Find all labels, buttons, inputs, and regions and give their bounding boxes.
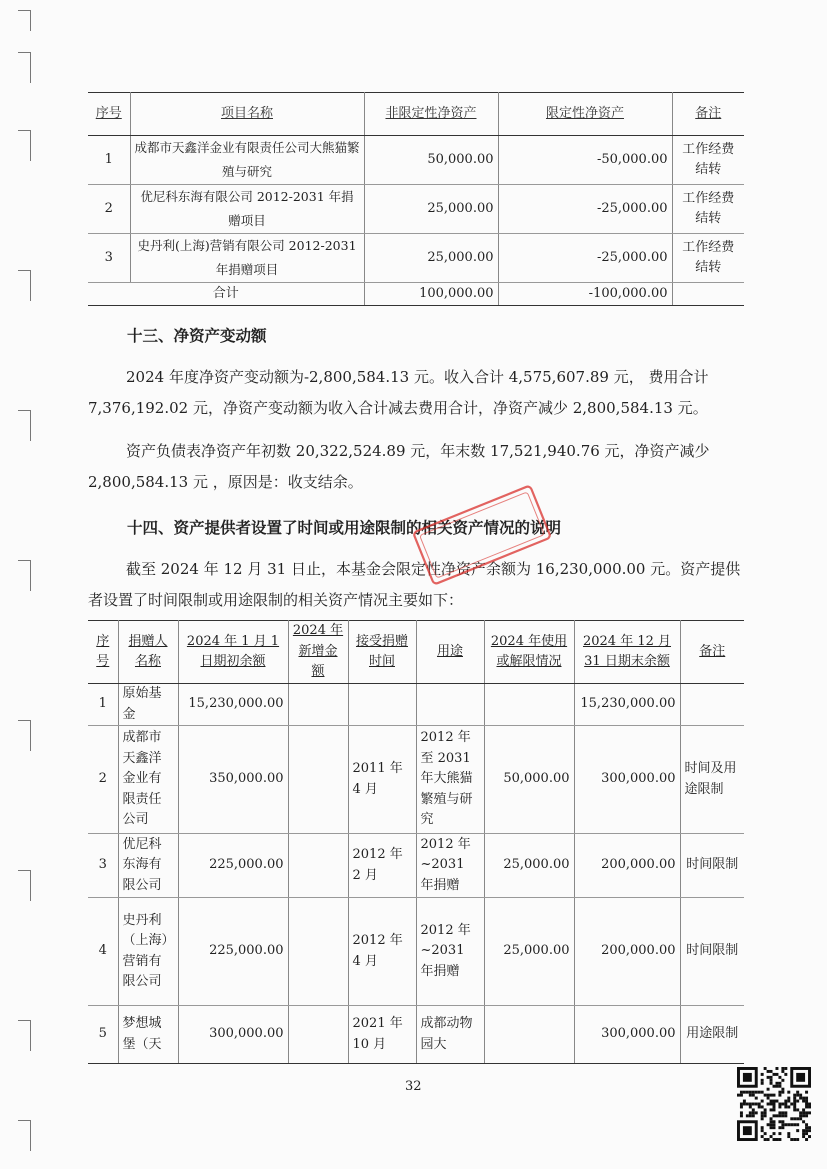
purpose: 2012 年至 2031 年大熊猫繁殖与研究 — [416, 726, 484, 834]
col-unrestricted: 非限定性净资产 — [364, 93, 498, 136]
row-no: 2 — [88, 726, 118, 834]
col-note: 备注 — [672, 93, 744, 136]
col-item-name: 项目名称 — [130, 93, 364, 136]
donor-name: 优尼科东海有限公司 — [118, 834, 178, 898]
row-no: 2 — [88, 185, 130, 234]
table-row — [88, 234, 744, 283]
table-header-row — [88, 621, 744, 684]
row-no: 3 — [88, 234, 130, 283]
added-amount — [288, 1006, 348, 1064]
row-no: 1 — [88, 684, 118, 726]
total-note — [672, 283, 744, 306]
added-amount — [288, 684, 348, 726]
col-opening-balance: 2024 年 1 月 1 日期初余额 — [178, 621, 288, 684]
opening-balance: 15,230,000.00 — [178, 684, 288, 726]
section-13-heading: 十三、净资产变动额 — [127, 327, 267, 345]
note: 时间限制 — [680, 834, 744, 898]
purpose — [416, 684, 484, 726]
closing-balance: 300,000.00 — [574, 1006, 680, 1064]
table-row — [88, 136, 744, 185]
table-row — [88, 684, 744, 726]
note: 时间及用途限制 — [680, 726, 744, 834]
received-time — [348, 684, 416, 726]
added-amount — [288, 834, 348, 898]
item-name: 成都市天鑫洋金业有限责任公司大熊猫繁殖与研究 — [130, 136, 364, 185]
donor-name: 梦想城堡（天 — [118, 1006, 178, 1064]
unrestricted-value: 50,000.00 — [364, 136, 498, 185]
col-added: 2024 年新增金额 — [288, 621, 348, 684]
col-received-time: 接受捐赠时间 — [348, 621, 416, 684]
added-amount — [288, 726, 348, 834]
note: 用途限制 — [680, 1006, 744, 1064]
purpose: 2012 年 ~2031 年捐赠 — [416, 898, 484, 1006]
purpose: 2012 年 ~2031 年捐赠 — [416, 834, 484, 898]
section-14-paragraph: 截至 2024 年 12 月 31 日止，本基金会限定性净资产余额为 16,230,000.00 元。资产提供者设置了时间限制或用途限制的相关资产情况主要如下： — [88, 560, 741, 609]
col-no: 序号 — [88, 621, 118, 684]
table-row — [88, 834, 744, 898]
opening-balance: 225,000.00 — [178, 898, 288, 1006]
closing-balance: 300,000.00 — [574, 726, 680, 834]
note: 工作经费结转 — [672, 234, 744, 283]
received-time: 2012 年 2 月 — [348, 834, 416, 898]
restricted-value: -25,000.00 — [498, 185, 672, 234]
total-restricted: -100,000.00 — [498, 283, 672, 306]
used-amount: 25,000.00 — [484, 834, 574, 898]
received-time: 2011 年 4 月 — [348, 726, 416, 834]
table-row — [88, 898, 744, 1006]
table-total-row — [88, 283, 744, 306]
opening-balance: 350,000.00 — [178, 726, 288, 834]
row-no: 3 — [88, 834, 118, 898]
purpose: 成都动物园大 — [416, 1006, 484, 1064]
col-purpose: 用途 — [416, 621, 484, 684]
net-assets-transfer-table — [88, 92, 744, 306]
total-unrestricted: 100,000.00 — [364, 283, 498, 306]
used-amount: 50,000.00 — [484, 726, 574, 834]
row-no: 1 — [88, 136, 130, 185]
note: 工作经费结转 — [672, 185, 744, 234]
col-note: 备注 — [680, 621, 744, 684]
col-no: 序号 — [88, 93, 130, 136]
used-amount: 25,000.00 — [484, 898, 574, 1006]
used-amount — [484, 1006, 574, 1064]
closing-balance: 200,000.00 — [574, 834, 680, 898]
col-closing-balance: 2024 年 12 月 31 日期末余额 — [574, 621, 680, 684]
donor-name: 史丹利（上海）营销有限公司 — [118, 898, 178, 1006]
opening-balance: 300,000.00 — [178, 1006, 288, 1064]
note: 工作经费结转 — [672, 136, 744, 185]
qr-code-icon — [737, 1067, 811, 1141]
used-amount — [484, 684, 574, 726]
binding-marks — [18, 0, 34, 1169]
section-13-paragraph-2: 资产负债表净资产年初数 20,322,524.89 元，年末数 17,521,940.76 元，净资产减少 2,800,584.13 元 ，原因是：收支结余。 — [88, 442, 710, 491]
col-donor: 捐赠人名称 — [118, 621, 178, 684]
restricted-value: -25,000.00 — [498, 234, 672, 283]
table-row — [88, 185, 744, 234]
note: 时间限制 — [680, 898, 744, 1006]
row-no: 5 — [88, 1006, 118, 1064]
col-restricted: 限定性净资产 — [498, 93, 672, 136]
closing-balance: 200,000.00 — [574, 898, 680, 1006]
table-row — [88, 726, 744, 834]
item-name: 优尼科东海有限公司 2012-2031 年捐赠项目 — [130, 185, 364, 234]
note — [680, 684, 744, 726]
added-amount — [288, 898, 348, 1006]
table-header-row — [88, 93, 744, 136]
unrestricted-value: 25,000.00 — [364, 234, 498, 283]
unrestricted-value: 25,000.00 — [364, 185, 498, 234]
section-14-heading: 十四、资产提供者设置了时间或用途限制的相关资产情况的说明 — [127, 519, 562, 537]
section-13-paragraph-1: 2024 年度净资产变动额为-2,800,584.13 元。收入合计 4,575,607.89 元， 费用合计 7,376,192.02 元，净资产变动额为收入合计减去费用合计，净资产减少 2,800,584.13 元。 — [88, 368, 709, 417]
page-number: 32 — [405, 1079, 422, 1094]
total-label: 合计 — [88, 283, 364, 306]
opening-balance: 225,000.00 — [178, 834, 288, 898]
closing-balance: 15,230,000.00 — [574, 684, 680, 726]
received-time: 2021 年 10 月 — [348, 1006, 416, 1064]
restricted-value: -50,000.00 — [498, 136, 672, 185]
donor-name: 成都市天鑫洋金业有限责任公司 — [118, 726, 178, 834]
col-used: 2024 年使用或解限情况 — [484, 621, 574, 684]
table-row — [88, 1006, 744, 1064]
item-name: 史丹利(上海)营销有限公司 2012-2031 年捐赠项目 — [130, 234, 364, 283]
restricted-assets-table — [88, 620, 744, 1064]
row-no: 4 — [88, 898, 118, 1006]
donor-name: 原始基金 — [118, 684, 178, 726]
received-time: 2012 年 4 月 — [348, 898, 416, 1006]
